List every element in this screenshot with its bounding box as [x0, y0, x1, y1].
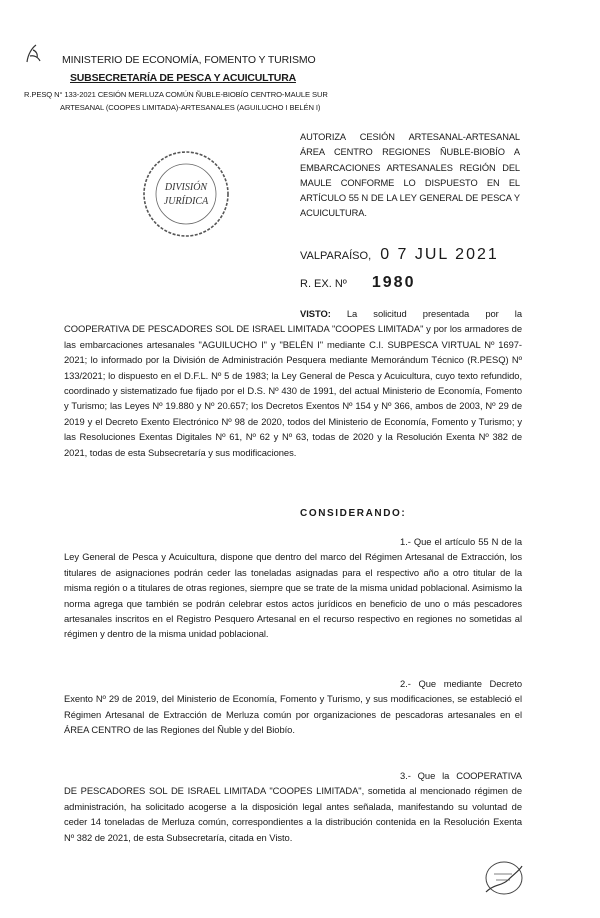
reference-line-1: R.PESQ N° 133-2021 CESIÓN MERLUZA COMÚN ÑUBLE-BIOBÍO CENTRO-MAULE SUR: [24, 90, 328, 99]
reference-line-2: ARTESANAL (COOPES LIMITADA)-ARTESANALES (AGUILUCHO I BELÉN I): [60, 103, 321, 112]
considerando-heading: CONSIDERANDO:: [300, 508, 407, 519]
considerando-paragraph-2: [64, 676, 522, 738]
place-date: [300, 246, 499, 264]
resolution-value: 1980: [371, 274, 416, 291]
ministry-logo-icon: [22, 42, 48, 66]
signature-seal-icon: [476, 856, 526, 902]
considerando-paragraph-1: [64, 534, 522, 642]
resolution-number: [300, 274, 415, 292]
resolution-label: R. EX. Nº: [300, 278, 347, 290]
considerando-text-3: 3.- Que la COOPERATIVA DE PESCADORES SOL DE ISRAEL LIMITADA "COOPES LIMITADA", sometida al mencionado régimen de administración, ha solicitado acogerse a la disposición legal antes señalada, manifestando su voluntad de ceder 14 toneladas de Merluza común, correspondientes a la distribución contenida en la Resolución Exenta Nº 382 de 2021, de esta Subsecretaría, citada en Visto.: [64, 770, 522, 843]
stamp-line-2: JURÍDICA: [163, 196, 209, 207]
date-stamp: 0 7 JUL 2021: [380, 246, 499, 263]
visto-keyword: VISTO:: [300, 308, 331, 319]
resolution-summary: AUTORIZA CESIÓN ARTESANAL-ARTESANAL ÁREA CENTRO REGIONES ÑUBLE-BIOBÍO A EMBARCACIONES ARTESANALES REGIÓN DEL MAULE CONFORME LO DISPUESTO EN EL ARTÍCULO 55 N DE LA LEY GENERAL DE PESCA Y ACUICULTURA.: [300, 132, 520, 219]
division-juridica-stamp: [140, 148, 232, 240]
reference-line: [24, 88, 328, 114]
considerando-paragraph-3: [64, 768, 522, 845]
considerando-text-1: 1.- Que el artículo 55 N de la Ley General de Pesca y Acuicultura, dispone que dentro del marco del Régimen Artesanal de Extracción, los titulares de asignaciones podrán ceder las toneladas asignadas para el respectivo año a otro titular de la misma región o a titulares de otras regiones, siempre que se trate de la misma unidad poblacional. Asimismo la norma agrega que también se podrán celebrar estos actos jurídicos en beneficio de uno o más pescadores artesanales inscritos en el Registro Pesquero Artesanal en el recurso respectivo en regiones no sometidas al régimen y dentro de la misma unidad poblacional.: [64, 536, 522, 640]
visto-paragraph: [64, 306, 522, 460]
ministry-name: MINISTERIO DE ECONOMÍA, FOMENTO Y TURISMO: [62, 54, 316, 66]
visto-text: La solicitud presentada por la COOPERATIVA DE PESCADORES SOL DE ISRAEL LIMITADA "COOPES LIMITADA" y por los armadores de las embarcaciones artesanales "AGUILUCHO I" y "BELÉN I" mediante C.I. SUBPESCA VIRTUAL Nº 1697-2021; lo informado por la División de Administración Pesquera mediante Memorándum Técnico (R.PESQ) Nº 133/2021; lo dispuesto en el D.F.L. Nº 5 de 1983; la Ley General de Pesca y Acuicultura, cuyo texto refundido, coordinado y sistematizado fue fijado por el D.S. Nº 430 de 1991, del actual Ministerio de Economía, Fomento y Turismo; las Leyes Nº 19.880 y Nº 20.657; los Decretos Exentos Nº 154 y Nº 366, ambos de 2003, Nº 29 de 2019 y el Decreto Exento Electrónico Nº 98 de 2020, todos del Ministerio de Economía, Fomento y Turismo; y las Resoluciones Exentas Digitales Nº 61, Nº 62 y Nº 63, todas de 2020 y la Resolución Exenta Nº 382 de 2021, todas de esta Subsecretaría y sus modificaciones.: [64, 308, 522, 458]
subsecretaria-name: SUBSECRETARÍA DE PESCA Y ACUICULTURA: [70, 72, 296, 84]
stamp-line-1: DIVISIÓN: [164, 182, 208, 193]
considerando-text-2: 2.- Que mediante Decreto Exento Nº 29 de 2019, del Ministerio de Economía, Fomento y Turismo, y sus modificaciones, se estableció el Régimen Artesanal de Extracción de Merluza común por organizaciones de pescadoras artesanales en el ÁREA CENTRO de las Regiones del Ñuble y del Biobío.: [64, 678, 522, 736]
place: VALPARAÍSO,: [300, 250, 372, 262]
